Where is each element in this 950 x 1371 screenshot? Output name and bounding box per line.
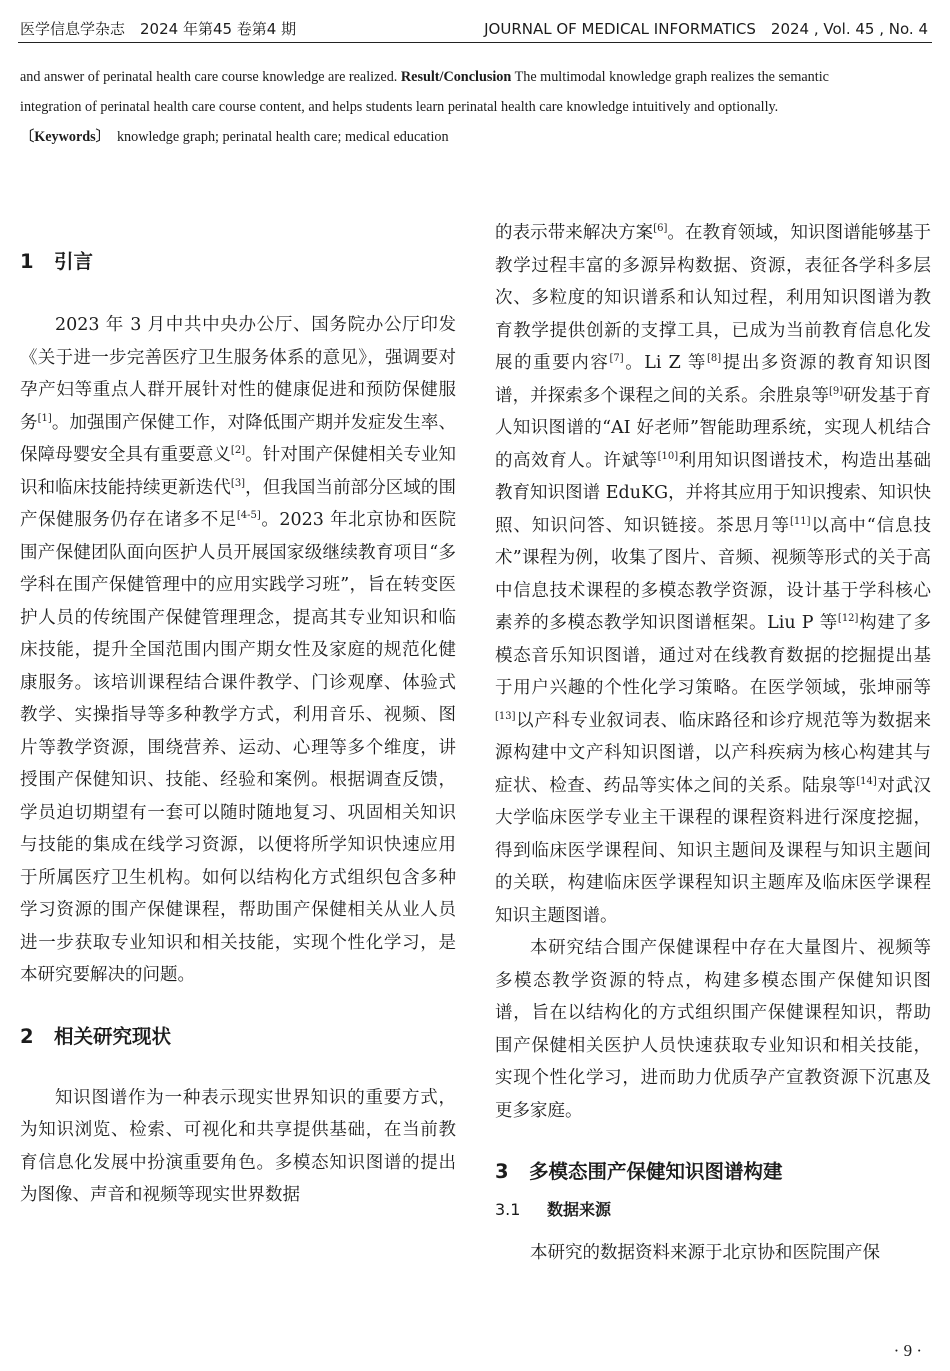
citation-ref: [11] [789,515,811,527]
keywords-line [20,122,932,152]
paragraph-text: 利用知识图谱技术，构造出基础教育知识图谱 EduKG，并将其应用于知识搜索、知识快照、知识问答、知识链接。茶思月等 [495,450,932,536]
running-header-journal-en: JOURNAL OF MEDICAL INFORMATICS 2024 , Vol. 45 , No. 4 [484,20,928,38]
citation-ref: [2] [230,445,246,457]
section-number: 1 [20,250,34,273]
abstract-text: The multimodal knowledge graph realizes the semantic [511,69,829,85]
citation-ref: [7] [609,353,624,365]
citation-ref: [6] [653,223,668,235]
abstract-text: and answer of perinatal health care course knowledge are realized. [20,69,401,85]
keywords-text: knowledge graph; perinatal health care; medical education [102,129,449,145]
study-aim-paragraph: 本研究结合围产保健课程中存在大量图片、视频等多模态教学资源的特点，构建多模态围产保健知识图谱，旨在以结构化的方式组织围产保健课程知识，帮助围产保健相关医护人员快速获取专业知识和相关技能，实现个性化学习，进而助力优质孕产宣教资源下沉惠及更多家庭。 [495,938,931,1121]
abstract-tail [20,62,932,152]
citation-ref: [4-5] [236,510,261,522]
paragraph-text: 。在教育领域，知识图谱能够基于教学过程丰富的多源异构数据、资源，表征各学科多层次、多粒度的知识谱系和认知过程，利用知识图谱为教育教学提供创新的支撑工具，已成为当前教育信息化发展的重要内容 [495,223,932,373]
abstract-line-1 [20,62,932,92]
data-source-paragraph: 本研究的数据资料来源于北京协和医院围产保 [530,1243,880,1263]
paragraph-text: 2023 年 3 月中共中央办公厅、国务院办公厅印发《关于进一步完善医疗卫生服务体系的意见》，强调要对孕产妇等重点人群开展针对性的健康促进和预防保健服务 [20,315,456,433]
left-column [20,217,456,1212]
header-rule [18,42,932,43]
section-title: 多模态围产保健知识图谱构建 [529,1160,783,1183]
paragraph-text: 构建了多模态音乐知识图谱，通过对在线教育数据的挖掘提出基于用户兴趣的个性化学习策略。在医学领域，张坤丽等 [495,613,932,698]
citation-ref: [9] [828,385,844,397]
section-title: 数据来源 [547,1200,612,1219]
section-number: 2 [20,1024,34,1048]
paragraph-text: 。2023 年北京协和医院围产保健团队面向医护人员开展国家级继续教育项目“多学科在围产保健管理中的应用实践学习班”，旨在转变医护人员的传统围产保健管理理念，提高其专业知识和临床技能，提升全国范围内围产期女性及家庭的规范化健康服务。该培训课程结合课件教学、门诊观摩、体验式教学、实操指导等多种教学方式，利用音乐、视频、图片等教学资源，围绕营养、运动、心理等多个维度，讲授围产保健知识、技能、经验和案例。根据调查反馈，学员迫切期望有一套可以随时随地复习、巩固相关知识与技能的集成在线学习资源，以便将所学知识快速应用于所属医疗卫生机构。如何以结构化方式组织包含多种学习资源的围产保健课程，帮助围产保健相关从业人员进一步获取专业知识和相关技能，实现个性化学习，是本研究要解决的问题。 [20,510,457,985]
section-3-heading [495,1157,931,1187]
section-number: 3.1 [495,1200,521,1219]
section-title: 引言 [54,250,94,273]
paragraph-text: 。针对围产保健相关专业知识和临床技能持续更新迭代 [20,445,457,498]
section-2-heading [20,1022,456,1052]
paragraph-text: 以产科专业叙词表、临床路径和诊疗规范等为数据来源构建中文产科知识图谱，以产科疾病为核心构建其与症状、检查、药品等实体之间的关系。陆泉等 [495,710,931,796]
keywords-label: 〔Keywords〕 [20,129,103,145]
citation-ref: [1] [37,412,52,424]
section-number: 3 [495,1160,509,1183]
result-conclusion-label: Result/Conclusion [400,69,512,85]
right-column [495,217,931,1270]
section-3-1-heading [495,1195,931,1225]
page-number: · 9 · [893,1341,922,1360]
related-work-continued-paragraph [495,217,931,932]
citation-ref: [13] [495,710,516,722]
paragraph-text: 以高中“信息技术”课程为例，收集了图片、音频、视频等形式的关于高中信息技术课程的多模态教学资源，设计基于学科核心素养的多模态教学知识图谱框架。Liu P 等 [495,515,931,633]
section-title: 相关研究现状 [54,1024,172,1048]
citation-ref: [3] [230,477,246,489]
section-1-heading [20,247,456,277]
paragraph-text: ，但我国当前部分区域的围产保健服务仍存在诸多不足 [20,477,457,530]
citation-ref: [12] [837,613,859,625]
paragraph-text: 提出多资源的教育知识图谱，并探索多个课程之间的关系。余胜泉等 [495,353,932,406]
abstract-line-2: integration of perinatal health care course content, and helps students learn perinatal health care knowledge intuitively and optionally. [20,99,779,115]
paragraph-text: 。Li Z 等 [623,353,708,373]
paragraph-text: 的表示带来解决方案 [495,223,654,243]
paragraph-text: 。加强围产保健工作，对降低围产期并发症发生率、保障母婴安全具有重要意义 [20,412,457,465]
paragraph-text: 对武汉大学临床医学专业主干课程的课程资料进行深度挖掘，得到临床医学课程间、知识主题间及课程与知识主题间的关联，构建临床医学课程知识主题库及临床医学课程知识主题图谱。 [495,775,932,926]
citation-ref: [14] [856,775,877,787]
citation-ref: [8] [707,353,722,365]
related-work-paragraph: 知识图谱作为一种表示现实世界知识的重要方式，为知识浏览、检索、可视化和共享提供基础，在当前教育信息化发展中扮演重要角色。多模态知识图谱的提出为图像、声音和视频等现实世界数据 [20,1087,456,1205]
intro-paragraph [20,309,456,992]
citation-ref: [10] [657,450,679,462]
paragraph-text: 研发基于育人知识图谱的“AI 好老师”智能助理系统，实现人机结合的高效育人。许斌等 [495,385,932,471]
running-header-journal-cn: 医学信息学杂志 2024 年第45 卷第4 期 [20,20,297,38]
